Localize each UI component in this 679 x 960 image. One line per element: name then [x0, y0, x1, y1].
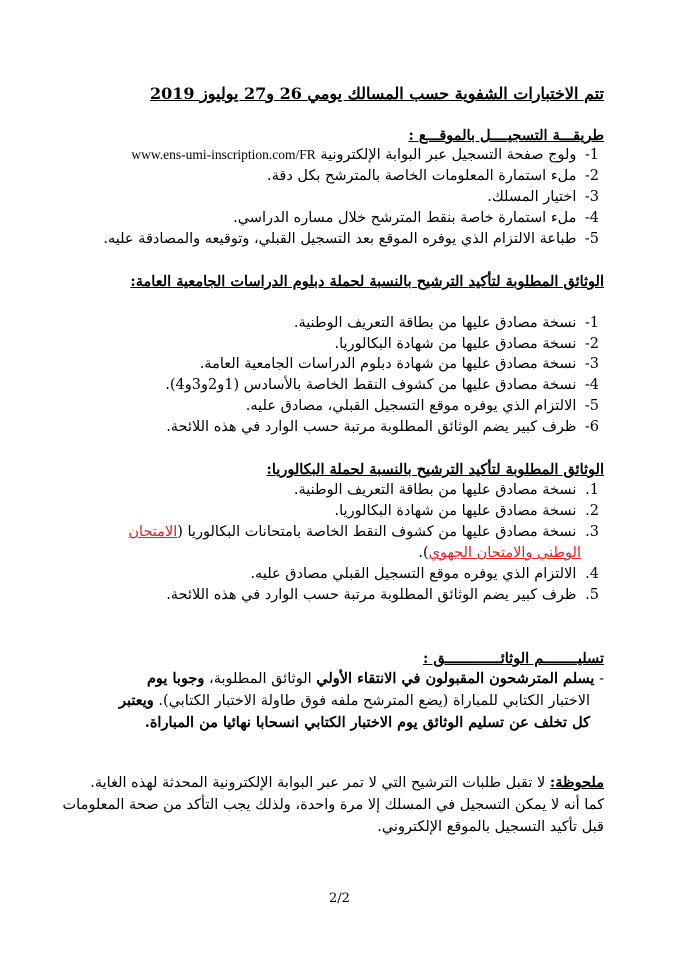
item-number: 2- [584, 168, 599, 184]
registration-item-4 [233, 208, 599, 228]
item-number: 1- [584, 147, 599, 163]
note-label: ملحوظة: [549, 774, 604, 791]
item-number: 4. [585, 566, 599, 582]
item-text: ملء استمارة خاصة بنقط المترشح خلال مساره الدراسي. [233, 210, 577, 226]
item-number: 4- [584, 377, 599, 393]
delivery-text-3: كل تخلف عن تسليم الوثائق يوم الاختبار الكتابي انسحابا نهائيا من المباراة. [144, 714, 590, 731]
note-paragraph [44, 772, 604, 838]
delivery-text-bold-3: ويعتبر [119, 692, 154, 709]
delivery-text: الوثائق المطلوبة، [204, 671, 317, 687]
item-text: ظرف كبير يضم الوثائق المطلوبة مرتبة حسب الوارد في هذه اللائحة. [166, 587, 577, 603]
item-number: 4- [584, 210, 599, 226]
item-number: 6- [584, 419, 599, 435]
item-number: 1- [584, 315, 599, 331]
bac-doc-item-3 [128, 522, 599, 542]
item-number: 5- [584, 231, 599, 247]
deug-doc-item-1 [294, 313, 599, 333]
delivery-heading: تسليــــــــم الوثائـــــــــــــق : [423, 650, 604, 667]
item-number: 3. [585, 524, 599, 540]
bac-docs-heading: الوثائق المطلوبة لتأكيد الترشيح بالنسبة لحملة البكالوريا: [266, 461, 604, 478]
item-text: ولوج صفحة التسجيل عبر البوابة الإلكترونية [320, 147, 577, 163]
item-text: نسخة مصادق عليها من كشوف النقط الخاصة بامتحانات البكالوريا ( [177, 524, 577, 540]
delivery-text-bold-2: وجوبا يوم [146, 670, 205, 687]
delivery-paragraph [64, 668, 604, 734]
bullet: - [599, 671, 604, 687]
item-text: الالتزام الذي يوفره موقع التسجيل القبلي مصادق عليه. [250, 566, 577, 582]
note-line-3: قبل تأكيد التسجيل بالموقع الإلكتروني. [377, 819, 604, 835]
deug-doc-item-2 [335, 334, 600, 354]
item-number: 2- [584, 336, 599, 352]
item-text: نسخة مصادق عليها من بطاقة التعريف الوطنية. [293, 315, 577, 331]
item-number: 5. [585, 587, 599, 603]
registration-item-1 [131, 145, 599, 165]
item-number: 5- [584, 398, 599, 414]
item-number: 3- [584, 189, 599, 205]
registration-item-3 [487, 187, 599, 207]
bac-doc-item-3-cont [418, 543, 581, 563]
exam-highlight: الامتحان [128, 524, 178, 540]
page-number: 2/2 [329, 891, 350, 906]
deug-doc-item-6 [166, 417, 599, 437]
delivery-text-2: الاختبار الكتابي للمباراة (يضع المترشح ملفه فوق طاولة الاختبار الكتابي). [153, 693, 590, 709]
deug-doc-item-4 [165, 375, 599, 395]
item-text: طباعة الالتزام الذي يوفره الموقع بعد التسجيل القبلي، وتوقيعه والمصادقة عليه. [103, 231, 577, 247]
deug-doc-item-5 [246, 396, 599, 416]
deug-docs-heading: الوثائق المطلوبة لتأكيد الترشيح بالنسبة لحملة دبلوم الدراسات الجامعية العامة: [130, 273, 604, 290]
item-text: اختيار المسلك. [487, 189, 577, 205]
item-text-tail: ). [418, 545, 429, 561]
item-text: ملء استمارة المعلومات الخاصة بالمترشح بكل دقة. [267, 168, 577, 184]
item-text: نسخة مصادق عليها من كشوف النقط الخاصة بالأسادس (1و2و3و4). [165, 377, 577, 393]
page-title: تتم الاختبارات الشفوية حسب المسالك يومي 26 و27 يوليوز 2019 [149, 84, 604, 103]
bac-doc-item-1 [294, 480, 599, 500]
bac-doc-item-4 [250, 564, 599, 584]
bac-doc-item-2 [335, 501, 600, 521]
delivery-text-bold: يسلم المترشحون المقبولون في الانتقاء الأولي [316, 670, 595, 687]
item-number: 2. [585, 503, 599, 519]
registration-item-5 [103, 229, 599, 249]
item-text: نسخة مصادق عليها من شهادة البكالوريا. [334, 503, 577, 519]
registration-heading: طريقـــة التسجيــــل بالموقـــع : [408, 127, 604, 144]
item-number: 1. [585, 482, 599, 498]
bac-doc-item-5 [166, 585, 599, 605]
item-text: نسخة مصادق عليها من بطاقة التعريف الوطنية. [293, 482, 577, 498]
exam-highlight-cont: الوطني والامتحان الجهوي [428, 545, 581, 561]
item-number: 3- [584, 356, 599, 372]
item-text: ظرف كبير يضم الوثائق المطلوبة مرتبة حسب الوارد في هذه اللائحة. [166, 419, 577, 435]
item-text: نسخة مصادق عليها من شهادة دبلوم الدراسات الجامعية العامة. [199, 356, 577, 372]
item-text: الالتزام الذي يوفره موقع التسجيل القبلي، مصادق عليه. [245, 398, 577, 414]
registration-url: www.ens-umi-inscription.com/FR [131, 147, 316, 162]
deug-doc-item-3 [200, 354, 599, 374]
note-line-2: كما أنه لا يمكن التسجيل في المسلك إلا مرة واحدة، ولذلك يجب التأكد من صحة المعلومات [62, 797, 604, 813]
note-line-1: لا تقبل طلبات الترشيح التي لا تمر عبر البوابة الإلكترونية المحدثة لهذه الغاية. [90, 775, 550, 791]
registration-item-2 [267, 166, 599, 186]
item-text: نسخة مصادق عليها من شهادة البكالوريا. [334, 336, 577, 352]
